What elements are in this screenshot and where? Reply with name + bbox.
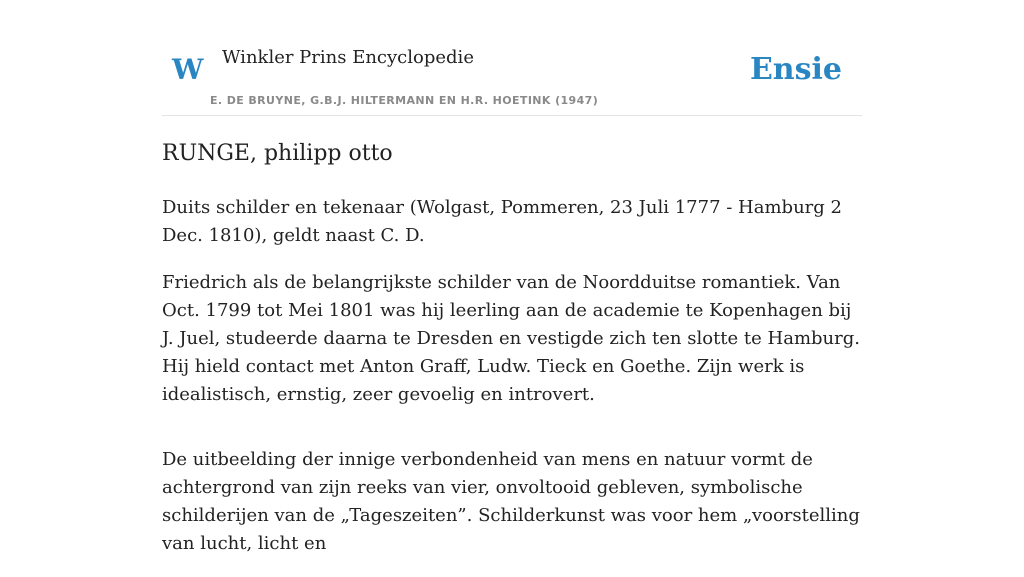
source-authors: E. DE BRUYNE, G.B.J. HILTERMANN EN H.R. HOETINK (1947) — [210, 94, 599, 107]
site-header — [162, 36, 862, 116]
ensie-home-link[interactable]: Ensie — [749, 52, 842, 87]
entry-paragraph: De uitbeelding der innige verbondenheid van mens en natuur vormt de achtergrond van zijn reeks van vier, onvoltooid gebleven, symbolische schilderijen van de „Tageszeiten”. Schilderkunst was voor hem „voorstelling van lucht, licht en — [162, 449, 860, 554]
entry-paragraph: Friedrich als de belangrijkste schilder van de Noordduitse romantiek. Van Oct. 1799 tot Mei 1801 was hij leerling aan de academie te Kopenhagen bij J. Juel, studeerde daarna te Dresden en vestigde zich ten slotte te Hamburg. Hij hield contact met Anton Graff, Ludw. Tieck en Goethe. Zijn werk is idealistisch, ernstig, zeer gevoelig en introvert. — [162, 272, 860, 405]
entry-title: RUNGE, philipp otto — [162, 141, 393, 166]
entry-paragraph: Duits schilder en tekenaar (Wolgast, Pommeren, 23 Juli 1777 - Hamburg 2 Dec. 1810), geldt naast C. D. — [162, 197, 842, 246]
source-title[interactable]: Winkler Prins Encyclopedie — [222, 47, 474, 68]
winkler-prins-logo[interactable]: W — [172, 53, 204, 86]
entry-article — [162, 136, 862, 577]
